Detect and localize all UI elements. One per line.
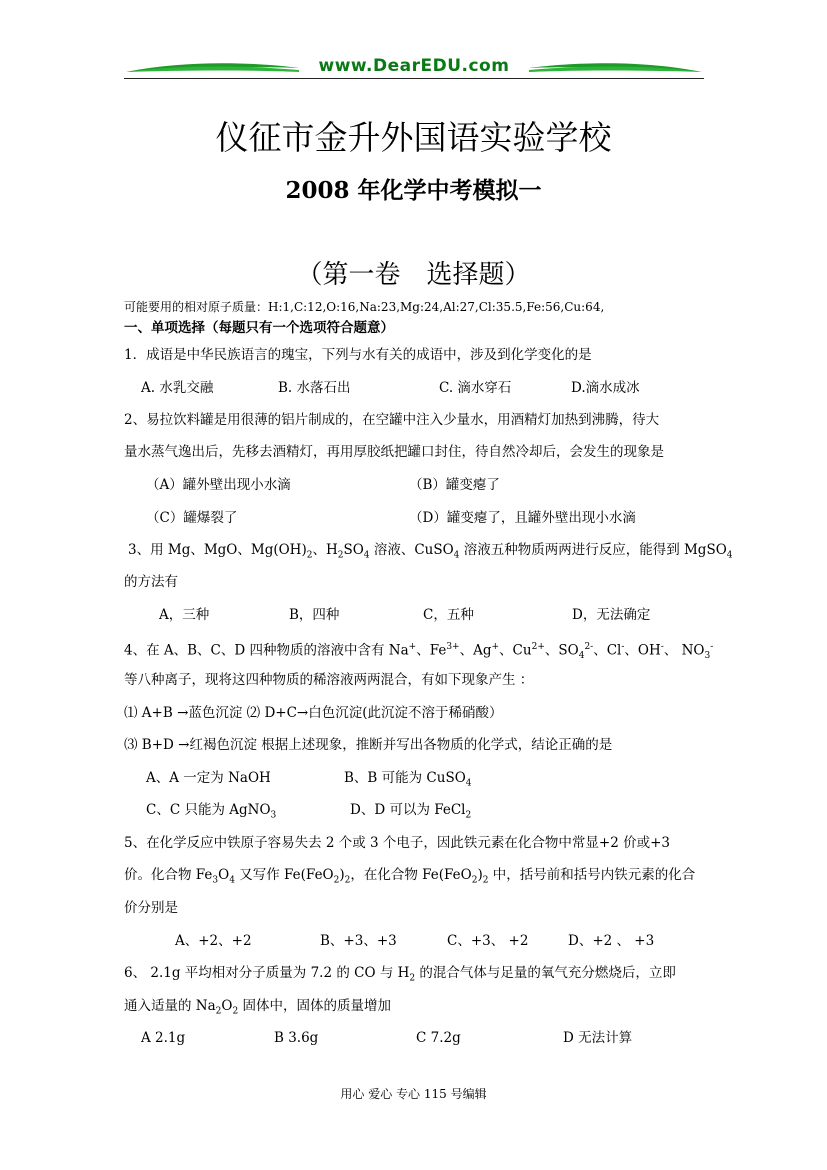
q6-option-c: C 7.2g xyxy=(416,1030,461,1046)
exam-title: 2008 年化学中考模拟一 xyxy=(285,177,542,204)
q5-line-3: 价分别是 xyxy=(124,900,178,916)
page-footer: 用心 爱心 专心 115 号编辑 xyxy=(340,1087,487,1101)
q1-option-d: D.滴水成冰 xyxy=(571,380,640,396)
part-title: （第一卷 选择题） xyxy=(296,260,531,290)
site-url: www.DearEDU.com xyxy=(318,56,510,76)
q3-stem: 3、用 Mg、MgO、$Mg(OH)_2$、$H_2SO_4$ 溶液、CuSO$_4$ 溶液五种物质两两进行反应，能得到 MgSO$_4$ xyxy=(128,542,733,561)
q6-option-b: B 3.6g xyxy=(274,1030,319,1046)
q2-option-d: （D）罐变瘪了，且罐外壁出现小水滴 xyxy=(409,510,636,526)
q4-option-b: B、B 可能为 CuSO$_4$ xyxy=(344,770,472,789)
q4-option-d: D、D 可以为 FeCl$_2$ xyxy=(350,802,472,821)
q4-line-3: ⑴ A+B →蓝色沉淀 ⑵ D+C→白色沉淀(此沉淀不溶于稀硝酸） xyxy=(124,705,503,721)
atomic-masses: 可能要用的相对原子质量：H:1,C:12,O:16,Na:23,Mg:24,Al:27,Cl:35.5,Fe:56,Cu:64, xyxy=(124,300,605,314)
q4-line-4: ⑶ B+D →红褐色沉淀 根据上述现象，推断并写出各物质的化学式，结论正确的是 xyxy=(124,737,613,753)
q5-line-1: 5、在化学反应中铁原子容易失去 2 个或 3 个电子，因此铁元素在化合物中常显+2 价或+3 xyxy=(124,835,671,851)
q1-option-c: C. 滴水穿石 xyxy=(439,380,512,396)
q6-line-1: 6、 2.1g 平均相对分子质量为 7.2 的 CO 与 $H_2$ 的混合气体与足量的氧气充分燃烧后，立即 xyxy=(124,965,676,984)
q6-option-d: D 无法计算 xyxy=(563,1030,633,1046)
q3-option-c: C，五种 xyxy=(423,607,474,623)
q3-option-b: B，四种 xyxy=(289,607,340,623)
q4-option-c: C、C 只能为 AgNO$_3$ xyxy=(146,802,277,821)
q2-option-c: （C）罐爆裂了 xyxy=(146,510,238,526)
q3-option-a: A，三种 xyxy=(159,607,210,623)
q2-option-b: （B）罐变瘪了 xyxy=(409,477,500,493)
q1-option-a: A. 水乳交融 xyxy=(141,380,214,396)
section-heading: 一、单项选择（每题只有一个选项符合题意） xyxy=(124,320,394,336)
q3-line-2: 的方法有 xyxy=(124,574,178,590)
q5-line-2: 价。化合物 $Fe_3O_4$ 又写作 $Fe(FeO_2)_2$，在化合物 $Fe(FeO_2)_2$ 中，括号前和括号内铁元素的化合 xyxy=(124,867,696,886)
q2-option-a: （A）罐外壁出现小水滴 xyxy=(146,477,291,493)
q4-stem: 4、在 A、B、C、D 四种物质的溶液中含有 Na+、$Fe^{3+}$、Ag+、$Cu^{2+}$、$SO_4^{2-}$、Cl-、OH-、 $NO_3^-$ xyxy=(124,642,714,662)
q2-line-2: 量水蒸气逸出后，先移去酒精灯，再用厚胶纸把罐口封住，待自然冷却后，会发生的现象是 xyxy=(124,444,664,460)
q5-option-a: A、+2、+2 xyxy=(175,933,252,949)
site-header xyxy=(124,54,704,80)
q4-option-a: A、A 一定为 NaOH xyxy=(146,770,271,786)
q6-option-a: A 2.1g xyxy=(141,1030,186,1046)
school-title: 仪征市金升外国语实验学校 xyxy=(215,118,612,157)
q5-option-b: B、+3、+3 xyxy=(320,933,397,949)
q5-option-d: D、+2 、 +3 xyxy=(568,933,655,949)
q5-option-c: C、+3、 +2 xyxy=(447,933,529,949)
header-divider xyxy=(124,78,704,79)
q1-option-b: B. 水落石出 xyxy=(278,380,351,396)
q3-option-d: D，无法确定 xyxy=(572,607,651,623)
q2-line-1: 2、易拉饮料罐是用很薄的铝片制成的，在空罐中注入少量水，用酒精灯加热到沸腾，待大 xyxy=(124,412,660,428)
q6-line-2: 通入适量的 $Na_2O_2$ 固体中，固体的质量增加 xyxy=(124,998,391,1017)
q4-line-2: 等八种离子，现将这四种物质的稀溶液两两混合，有如下现象产生 ： xyxy=(124,672,534,688)
q1-stem: 1．成语是中华民族语言的瑰宝，下列与水有关的成语中，涉及到化学变化的是 xyxy=(124,347,592,363)
